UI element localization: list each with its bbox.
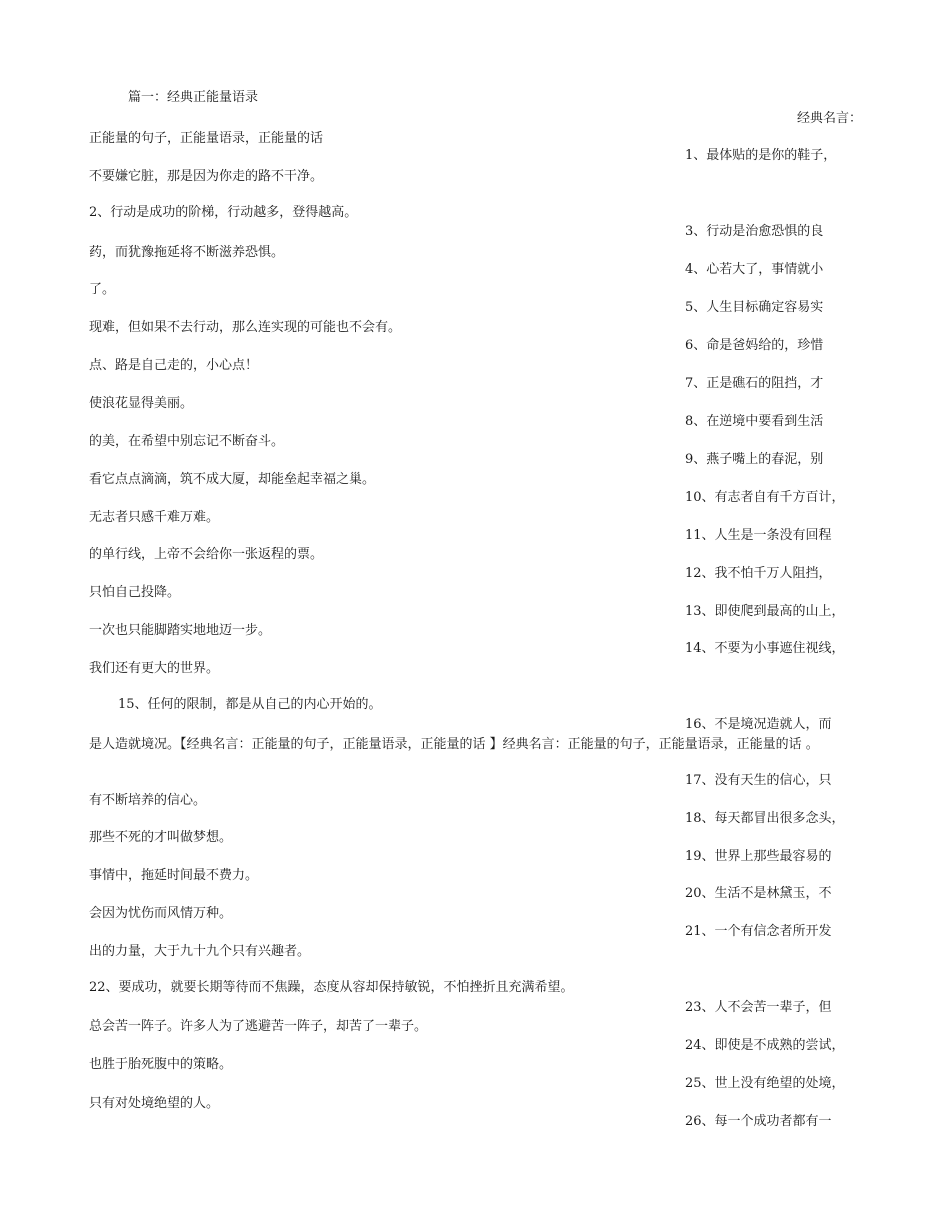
right-line: 23、人不会苦一辈子，但 (685, 1000, 832, 1015)
left-line: 15、任何的限制，都是从自己的内心开始的。 (118, 697, 382, 712)
right-line: 11、人生是一条没有回程 (685, 528, 832, 543)
left-line: 了。 (89, 282, 116, 297)
left-line: 我们还有更大的世界。 (89, 661, 220, 676)
right-line: 7、正是礁石的阻挡，才 (685, 376, 824, 391)
right-line: 6、命是爸妈给的，珍惜 (685, 338, 824, 353)
right-line: 3、行动是治愈恐惧的良 (685, 224, 824, 239)
left-line: 只有对处境绝望的人。 (89, 1096, 220, 1111)
right-line: 16、不是境况造就人，而 (685, 717, 832, 732)
left-line: 也胜于胎死腹中的策略。 (89, 1057, 233, 1072)
left-line: 22、要成功，就要长期等待而不焦躁，态度从容却保持敏锐，不怕挫折且充满希望。 (89, 980, 574, 995)
left-line: 有不断培养的信心。 (89, 793, 207, 808)
left-line: 只怕自己投降。 (89, 585, 181, 600)
page-title: 篇一：经典正能量语录 (128, 90, 259, 105)
right-line: 13、即使爬到最高的山上， (685, 604, 845, 619)
right-line: 26、每一个成功者都有一 (685, 1114, 832, 1129)
left-line: 正能量的句子，正能量语录，正能量的话 (89, 131, 324, 146)
right-line: 9、燕子嘴上的春泥，别 (685, 452, 824, 467)
left-line: 那些不死的才叫做梦想。 (89, 830, 233, 845)
left-line: 看它点点滴滴，筑不成大厦，却能垒起幸福之巢。 (89, 472, 376, 487)
left-line: 现难，但如果不去行动，那么连实现的可能也不会有。 (89, 320, 402, 335)
left-line: 药，而犹豫拖延将不断滋养恐惧。 (89, 245, 285, 260)
right-line: 8、在逆境中要看到生活 (685, 414, 824, 429)
left-line: 的美，在希望中别忘记不断奋斗。 (89, 434, 285, 449)
left-line: 点、路是自己走的，小心点！ (89, 358, 259, 373)
left-line: 使浪花显得美丽。 (89, 396, 194, 411)
right-line: 25、世上没有绝望的处境， (685, 1076, 845, 1091)
right-line: 12、我不怕千万人阻挡， (685, 566, 832, 581)
right-line: 1、最体贴的是你的鞋子， (685, 148, 837, 163)
left-line: 是人造就境况。【经典名言：正能量的句子，正能量语录，正能量的话 】经典名言：正能量的句子，正能量语录，正能量的话 。 (89, 737, 819, 752)
right-line: 21、一个有信念者所开发 (685, 924, 832, 939)
right-line: 10、有志者自有千方百计， (685, 490, 845, 505)
left-line: 不要嫌它脏，那是因为你走的路不干净。 (89, 169, 324, 184)
right-line: 19、世界上那些最容易的 (685, 849, 832, 864)
left-line: 出的力量，大于九十九个只有兴趣者。 (89, 944, 311, 959)
left-line: 事情中，拖延时间最不费力。 (89, 868, 259, 883)
right-line: 14、不要为小事遮住视线， (685, 641, 845, 656)
right-line: 5、人生目标确定容易实 (685, 300, 824, 315)
right-line: 24、即使是不成熟的尝试， (685, 1038, 845, 1053)
left-line: 无志者只感千难万难。 (89, 510, 220, 525)
right-line: 20、生活不是林黛玉，不 (685, 886, 832, 901)
left-line: 一次也只能脚踏实地地迈一步。 (89, 623, 272, 638)
left-line: 总会苦一阵子。许多人为了逃避苦一阵子，却苦了一辈子。 (89, 1019, 428, 1034)
right-line: 4、心若大了，事情就小 (685, 262, 824, 277)
right-line: 18、每天都冒出很多念头， (685, 811, 845, 826)
right-line: 17、没有天生的信心，只 (685, 773, 832, 788)
left-line: 会因为忧伤而风情万种。 (89, 906, 233, 921)
right-heading: 经典名言： (797, 111, 863, 126)
left-line: 的单行线，上帝不会给你一张返程的票。 (89, 547, 324, 562)
left-line: 2、行动是成功的阶梯，行动越多，登得越高。 (89, 205, 358, 220)
